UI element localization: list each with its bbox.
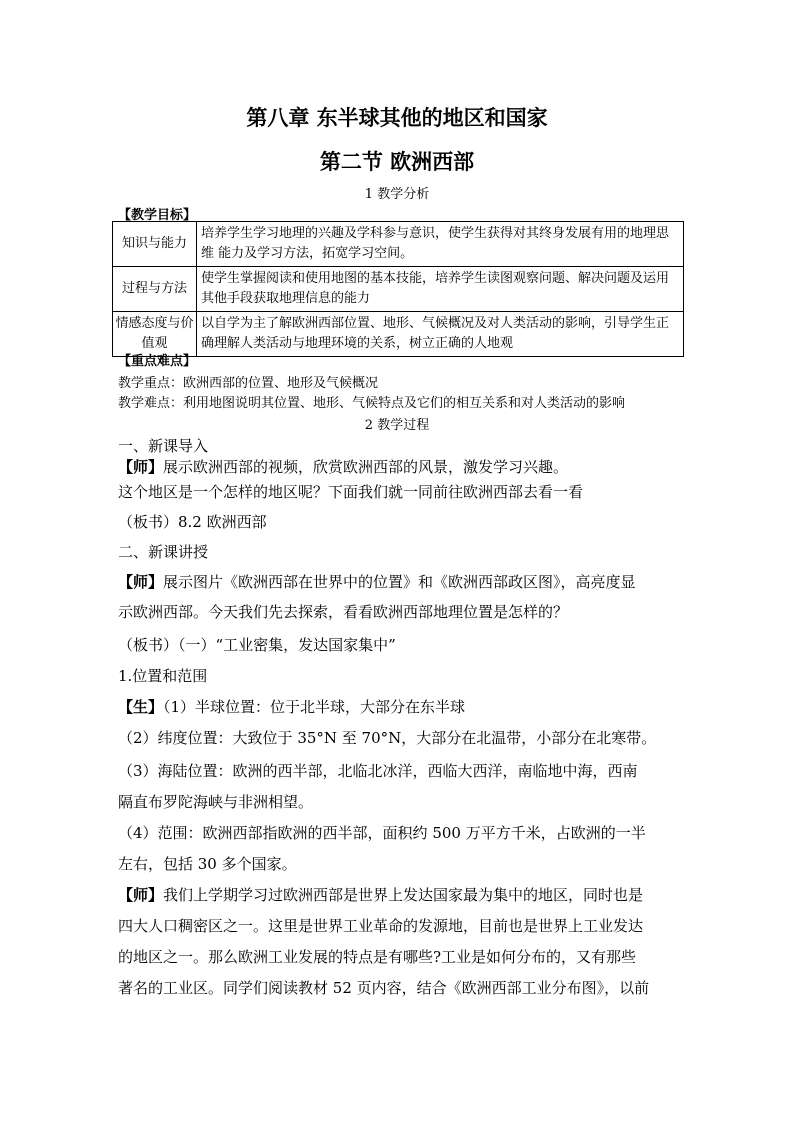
paragraph: 四大人口稠密区之一。这里是世界工业革命的发源地，目前也是世界上工业发达 [118,917,644,935]
paragraph: （板书）8.2 欧洲西部 [118,513,267,531]
goal-value: 培养学生学习地理的兴趣及学科参与意识，使学生获得对其终身发展有用的地理思维 能力及学习方法，拓宽学习空间。 [197,222,684,267]
goals-table [112,221,684,357]
difficult-point-text: 教学难点：利用地图说明其位置、地形、气候特点及它们的相互关系和对人类活动的影响 [118,396,626,411]
goal-value: 使学生掌握阅读和使用地图的基本技能，培养学生读图观察问题、解决问题及运用其他手段获取地理信息的能力 [197,267,684,312]
key-points-label: 【重点难点】 [118,354,197,369]
goal-key: 知识与能力 [113,222,197,267]
teacher-tag: 【师】 [118,573,164,591]
teacher-tag: 【师】 [118,886,164,904]
paragraph [118,880,678,911]
paragraph: （2）纬度位置：大致位于 35°N 至 70°N，大部分在北温带，小部分在北寒带。 [118,729,657,747]
paragraph-text: （1）半球位置：位于北半球，大部分在东半球 [163,698,466,716]
paragraph: 一、新课导入 [118,437,209,455]
paragraph: 1.位置和范围 [118,667,208,685]
paragraph: 二、新课讲授 [118,543,209,561]
table-row [113,312,684,357]
paragraph: 著名的工业区。同学们阅读教材 52 页内容，结合《欧洲西部工业分布图》，以前 [118,979,650,997]
goal-key: 过程与方法 [113,267,197,312]
table-row [113,267,684,312]
paragraph: （板书）（一）“工业密集，发达国家集中” [118,636,396,654]
goals-label: 【教学目标】 [118,208,197,223]
paragraph: 示欧洲西部。今天我们先去探索，看看欧洲西部地理位置是怎样的？ [118,603,569,621]
paragraph [118,692,678,723]
subheading-process: 2 教学过程 [364,418,430,433]
paragraph: （3）海陆位置：欧洲的西半部，北临北冰洋，西临大西洋，南临地中海，西南 [118,762,638,780]
table-row [113,222,684,267]
paragraph: 左右，包括 30 多个国家。 [118,855,297,873]
paragraph: 隔直布罗陀海峡与非洲相望。 [118,793,314,811]
paragraph: （4）范围：欧洲西部指欧洲的西半部，面积约 500 万平方千米，占欧洲的一半 [118,824,646,842]
chapter-title: 第八章 东半球其他的地区和国家 [246,106,548,130]
paragraph: 的地区之一。那么欧洲工业发展的特点是有哪些?工业是如何分布的，又有那些 [118,948,637,966]
paragraph: 这个地区是一个怎样的地区呢？下面我们就一同前往欧洲西部去看一看 [118,483,584,501]
paragraph-text: 展示欧洲西部的视频，欣赏欧洲西部的风景，激发学习兴趣。 [163,458,569,476]
paragraph-text: 我们上学期学习过欧洲西部是世界上发达国家最为集中的地区，同时也是 [163,886,644,904]
goal-value: 以自学为主了解欧洲西部位置、地形、气候概况及对人类活动的影响，引导学生正确理解人类活动与地理环境的关系，树立正确的人地观 [197,312,684,357]
subheading-analysis: 1 教学分析 [364,187,430,202]
student-tag: 【生】 [118,698,164,716]
goal-key: 情感态度与价值观 [113,312,197,357]
paragraph-text: 展示图片《欧洲西部在世界中的位置》和《欧洲西部政区图》，高亮度显 [163,573,636,591]
teacher-tag: 【师】 [118,458,164,476]
key-point-text: 教学重点：欧洲西部的位置、地形及气候概况 [118,376,379,391]
section-title: 第二节 欧洲西部 [319,150,475,174]
paragraph [118,567,678,598]
